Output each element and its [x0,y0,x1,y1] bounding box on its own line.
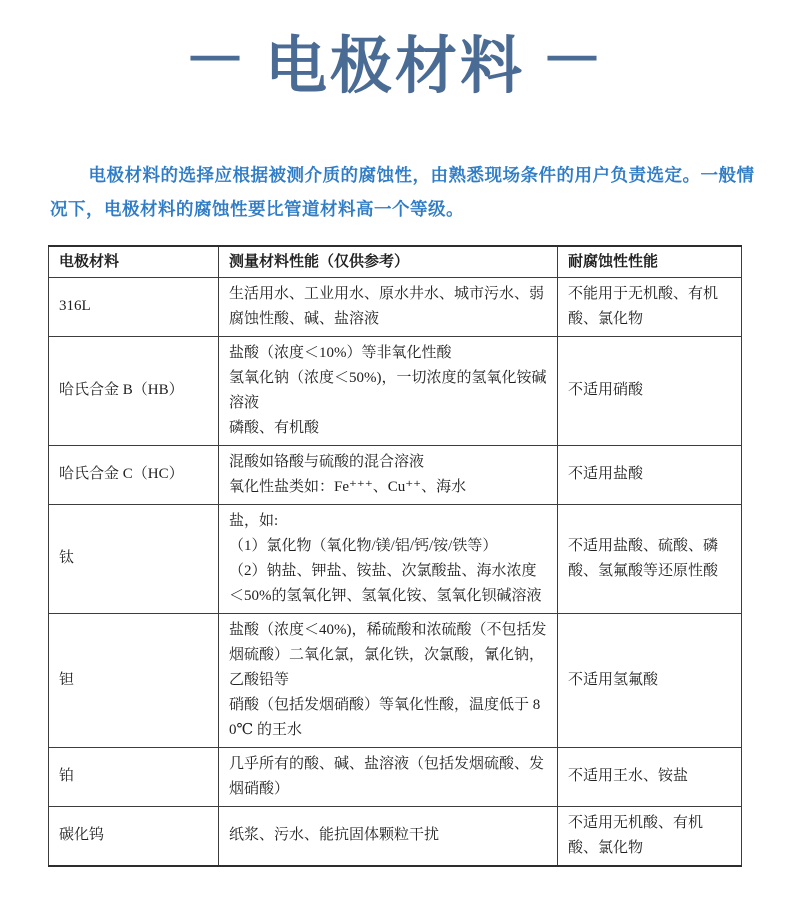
cell-performance [219,806,558,866]
title-dash-right: － [541,26,607,95]
cell-performance [219,445,558,504]
electrode-materials-table [48,245,742,867]
performance-line: 盐酸（浓度＜40%)，稀硫酸和浓硫酸（不包括发烟硫酸）二氧化氯，氯化铁，次氯酸，氰化钠，乙酸铅等 [229,621,547,688]
table-row [49,806,742,866]
performance-line: 氧化性盐类如：Fe⁺⁺⁺、Cu⁺⁺、海水 [229,478,467,495]
table-row [49,336,742,445]
page-title [0,28,790,106]
cell-performance [219,504,558,613]
performance-line: 硝酸（包括发烟硝酸）等氧化性酸，温度低于 80℃ 的王水 [229,696,541,738]
cell-resistance: 不适用硝酸 [558,336,742,445]
performance-line: 氢氧化钠（浓度＜50%)，一切浓度的氢氧化铵碱溶液 [229,369,547,411]
table-row [49,504,742,613]
table-header-row [49,246,742,278]
cell-material: 哈氏合金 B（HB） [49,336,219,445]
title-dash-left: － [183,26,249,95]
cell-performance [219,613,558,747]
cell-material: 钛 [49,504,219,613]
performance-line: 生活用水、工业用水、原水井水、城市污水、弱腐蚀性酸、碱、盐溶液 [229,285,545,327]
title-text: 电极材料 [264,32,525,101]
cell-resistance: 不适用无机酸、有机酸、氯化物 [558,806,742,866]
cell-resistance: 不能用于无机酸、有机酸、氯化物 [558,277,742,336]
cell-performance [219,747,558,806]
col-header-resistance: 耐腐蚀性性能 [558,246,742,278]
cell-resistance: 不适用氢氟酸 [558,613,742,747]
table-row [49,445,742,504]
performance-line: 纸浆、污水、能抗固体颗粒干扰 [229,827,440,843]
performance-line: 盐酸（浓度＜10%）等非氧化性酸 [229,344,452,361]
cell-material: 钽 [49,613,219,747]
performance-line: 盐，如: [229,512,279,529]
col-header-performance: 测量材料性能（仅供参考） [219,246,558,278]
performance-line: 混酸如铬酸与硫酸的混合溶液 [229,453,425,470]
cell-material: 316L [49,277,219,336]
intro-paragraph: 电极材料的选择应根据被测介质的腐蚀性，由熟悉现场条件的用户负责选定。一般情况下，电极材料的腐蚀性要比管道材料高一个等级。 [50,164,755,219]
cell-resistance: 不适用盐酸 [558,445,742,504]
col-header-material: 电极材料 [49,246,219,278]
performance-line: 磷酸、有机酸 [229,419,320,436]
table-row [49,277,742,336]
performance-line: （2）钠盐、钾盐、铵盐、次氯酸盐、海水浓度＜50%的氢氧化钾、氢氧化铵、氢氧化钡碱溶液 [229,562,542,604]
performance-line: 几乎所有的酸、碱、盐溶液（包括发烟硫酸、发烟硝酸） [229,755,545,797]
cell-resistance: 不适用盐酸、硫酸、磷酸、氢氟酸等还原性酸 [558,504,742,613]
cell-resistance: 不适用王水、铵盐 [558,747,742,806]
table-row [49,613,742,747]
cell-performance [219,277,558,336]
cell-material: 碳化钨 [49,806,219,866]
performance-line: （1）氯化物（氧化物/镁/铝/钙/铵/铁等） [229,537,498,554]
cell-material: 铂 [49,747,219,806]
cell-performance [219,336,558,445]
cell-material: 哈氏合金 C（HC） [49,445,219,504]
table-row [49,747,742,806]
